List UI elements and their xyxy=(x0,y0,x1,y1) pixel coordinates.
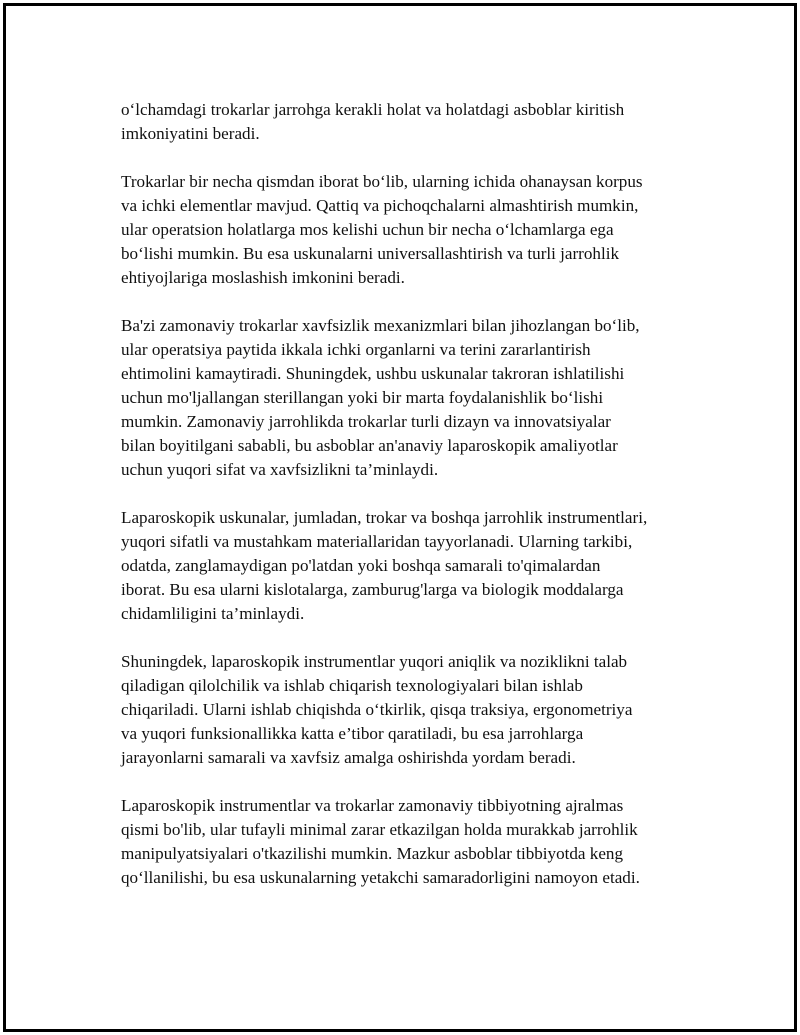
text-line: ular operatsion holatlarga mos kelishi uchun bir necha o‘lchamlarga ega xyxy=(121,220,614,239)
text-line: jarayonlarni samarali va xavfsiz amalga oshirishda yordam beradi. xyxy=(121,748,576,767)
text-line: imkoniyatini beradi. xyxy=(121,124,260,143)
text-line: chiqariladi. Ularni ishlab chiqishda o‘tkirlik, qisqa traksiya, ergonometriya xyxy=(121,700,633,719)
text-line: ehtiyojlariga moslashish imkonini beradi. xyxy=(121,268,405,287)
text-line: Ba'zi zamonaviy trokarlar xavfsizlik mexanizmlari bilan jihozlangan bo‘lib, xyxy=(121,316,640,335)
text-line: Shuningdek, laparoskopik instrumentlar yuqori aniqlik va noziklikni talab xyxy=(121,652,628,671)
text-line: ehtimolini kamaytiradi. Shuningdek, ushbu uskunalar takroran ishlatilishi xyxy=(121,364,625,383)
text-line: va yuqori funksionallikka katta e’tibor qaratiladi, bu esa jarrohlarga xyxy=(121,724,584,743)
text-line: bilan boyitilgani sababli, bu asboblar an'anaviy laparoskopik amaliyotlar xyxy=(121,436,618,455)
document-body xyxy=(121,98,711,914)
paragraph-3 xyxy=(121,314,711,482)
paragraph-5 xyxy=(121,650,711,770)
text-line: va ichki elementlar mavjud. Qattiq va pichoqchalarni almashtirish mumkin, xyxy=(121,196,639,215)
text-line: o‘lchamdagi trokarlar jarrohga kerakli holat va holatdagi asboblar kiritish xyxy=(121,100,625,119)
text-line: bo‘lishi mumkin. Bu esa uskunalarni universallashtirish va turli jarrohlik xyxy=(121,244,620,263)
paragraph-4 xyxy=(121,506,711,626)
text-line: Laparoskopik instrumentlar va trokarlar zamonaviy tibbiyotning ajralmas xyxy=(121,796,624,815)
text-line: iborat. Bu esa ularni kislotalarga, zamburug'larga va biologik moddalarga xyxy=(121,580,624,599)
text-line: qo‘llanilishi, bu esa uskunalarning yetakchi samaradorligini namoyon etadi. xyxy=(121,868,640,887)
text-line: qismi bo'lib, ular tufayli minimal zarar etkazilgan holda murakkab jarrohlik xyxy=(121,820,638,839)
paragraph-1 xyxy=(121,98,711,146)
text-line: uchun yuqori sifat va xavfsizlikni ta’minlaydi. xyxy=(121,460,439,479)
text-line: uchun mo'ljallangan sterillangan yoki bir marta foydalanishlik bo‘lishi xyxy=(121,388,604,407)
paragraph-2 xyxy=(121,170,711,290)
text-line: yuqori sifatli va mustahkam materiallaridan tayyorlanadi. Ularning tarkibi, xyxy=(121,532,633,551)
text-line: qiladigan qilolchilik va ishlab chiqarish texnologiyalari bilan ishlab xyxy=(121,676,583,695)
text-line: Laparoskopik uskunalar, jumladan, trokar va boshqa jarrohlik instrumentlari, xyxy=(121,508,648,527)
paragraph-6 xyxy=(121,794,711,890)
text-line: manipulyatsiyalari o'tkazilishi mumkin. Mazkur asboblar tibbiyotda keng xyxy=(121,844,624,863)
text-line: odatda, zanglamaydigan po'latdan yoki boshqa samarali to'qimalardan xyxy=(121,556,601,575)
text-line: ular operatsiya paytida ikkala ichki organlarni va terini zararlantirish xyxy=(121,340,591,359)
text-line: mumkin. Zamonaviy jarrohlikda trokarlar turli dizayn va innovatsiyalar xyxy=(121,412,611,431)
page-frame xyxy=(3,3,797,1032)
text-line: chidamliligini ta’minlaydi. xyxy=(121,604,305,623)
text-line: Trokarlar bir necha qismdan iborat bo‘lib, ularning ichida ohanaysan korpus xyxy=(121,172,643,191)
